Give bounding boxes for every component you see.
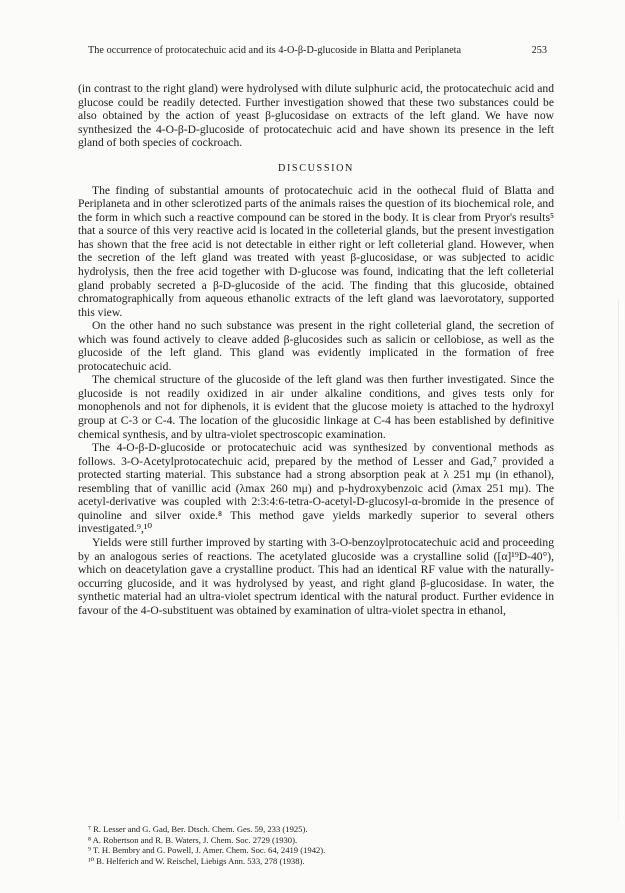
running-head xyxy=(88,45,547,56)
footnote-10: ¹⁰ B. Helferich and W. Reischel, Liebigs Ann. 533, 278 (1938). xyxy=(88,855,305,866)
scan-edge-shadow xyxy=(618,300,619,820)
section-heading: DISCUSSION xyxy=(277,162,354,174)
body-paragraph-5: Yields were still further improved by starting with 3-O-benzoylprotocatechuic acid and proceeding by an analogous series of reactions. The acetylated glucoside was a crystalline solid ([α]¹⁹D-40°), which on deacetylation gave a crystalline product. This had an identical RF value with the naturally-occurring glucoside, and it was hydrolysed by yeast, and right gland β-glucosidase. In water, the synthetic material had an ultra-violet spectrum identical with the natural product. Further evidence in favour of the 4-O-substituent was obtained by examination of ultra-violet spectra in ethanol, xyxy=(78,535,554,617)
running-head-title: The occurrence of protocatechuic acid and its 4-O-β-D-glucoside in Blatta and Periplaneta xyxy=(88,45,462,56)
article-body xyxy=(78,82,554,617)
body-paragraph-1: The finding of substantial amounts of protocatechuic acid in the oothecal fluid of Blatta and Periplaneta and in other sclerotized parts of the animals raises the question of its biochemical role, and the form in which such a reactive compound can be stored in the body. It is clear from Pryor's results⁵ that a source of this very reactive acid is located in the colleterial glands, but the present investigation has shown that the free acid is not detectable in either right or left colleterial gland. However, when the secretion of the left gland was treated with yeast β-glucosidase, or was subjected to acidic hydrolysis, then the free acid together with D-glucose was found, indicating that the left colleterial gland probably secreted a β-D-glucoside of the acid. The finding that this glucoside, obtained chromatographically from aqueous ethanolic extracts of the left gland was laevorotatory, supported this view. xyxy=(78,183,554,319)
intro-paragraph: (in contrast to the right gland) were hydrolysed with dilute sulphuric acid, the protocatechuic acid and glucose could be readily detected. Further investigation showed that these two substances could be also obtained by the action of yeast β-glucosidase on extracts of the left gland. We have now synthesized the 4-O-β-D-glucoside of protocatechuic acid and have shown its presence in the left gland of both species of cockroach. xyxy=(78,82,554,150)
footnotes xyxy=(88,824,548,866)
page-number: 253 xyxy=(531,45,547,56)
footnote-8: ⁸ A. Robertson and R. B. Waters, J. Chem. Soc. 2729 (1930). xyxy=(88,834,298,845)
body-paragraph-2: On the other hand no such substance was present in the right colleterial gland, the secretion of which was found actively to cleave added β-glucosides such as salicin or cellobiose, as well as the glucoside of the left gland. This gland was evidently implicated in the formation of free protocatechuic acid. xyxy=(78,319,554,373)
body-paragraph-3: The chemical structure of the glucoside of the left gland was then further investigated. Since the glucoside is not readily oxidized in air under alkaline conditions, and gives tests only for monophenols and not for diphenols, it is evident that the glucose moiety is attached to the hydroxyl group at C-3 or C-4. The location of the glucosidic linkage at C-4 has been established by definitive chemical synthesis, and by ultra-violet spectroscopic examination. xyxy=(78,373,554,441)
body-paragraph-4: The 4-O-β-D-glucoside or protocatechuic acid was synthesized by conventional methods as follows. 3-O-Acetylprotocatechuic acid, prepared by the method of Lesser and Gad,⁷ provided a protected starting material. This substance had a strong absorption peak at λ 251 mμ (in ethanol), resembling that of vanillic acid (λmax 260 mμ) and p-hydroxybenzoic acid (λmax 251 mμ). The acetyl-derivative was coupled with 2:3:4:6-tetra-O-acetyl-D-glucosyl-α-bromide in the presence of quinoline and silver oxide.⁸ This method gave yields markedly superior to several others investigated.⁹,¹⁰ xyxy=(78,441,554,536)
footnote-7: ⁷ R. Lesser and G. Gad, Ber. Dtsch. Chem. Ges. 59, 233 (1925). xyxy=(88,824,308,834)
footnote-9: ⁹ T. H. Bembry and G. Powell, J. Amer. Chem. Soc. 64, 2419 (1942). xyxy=(88,845,326,856)
